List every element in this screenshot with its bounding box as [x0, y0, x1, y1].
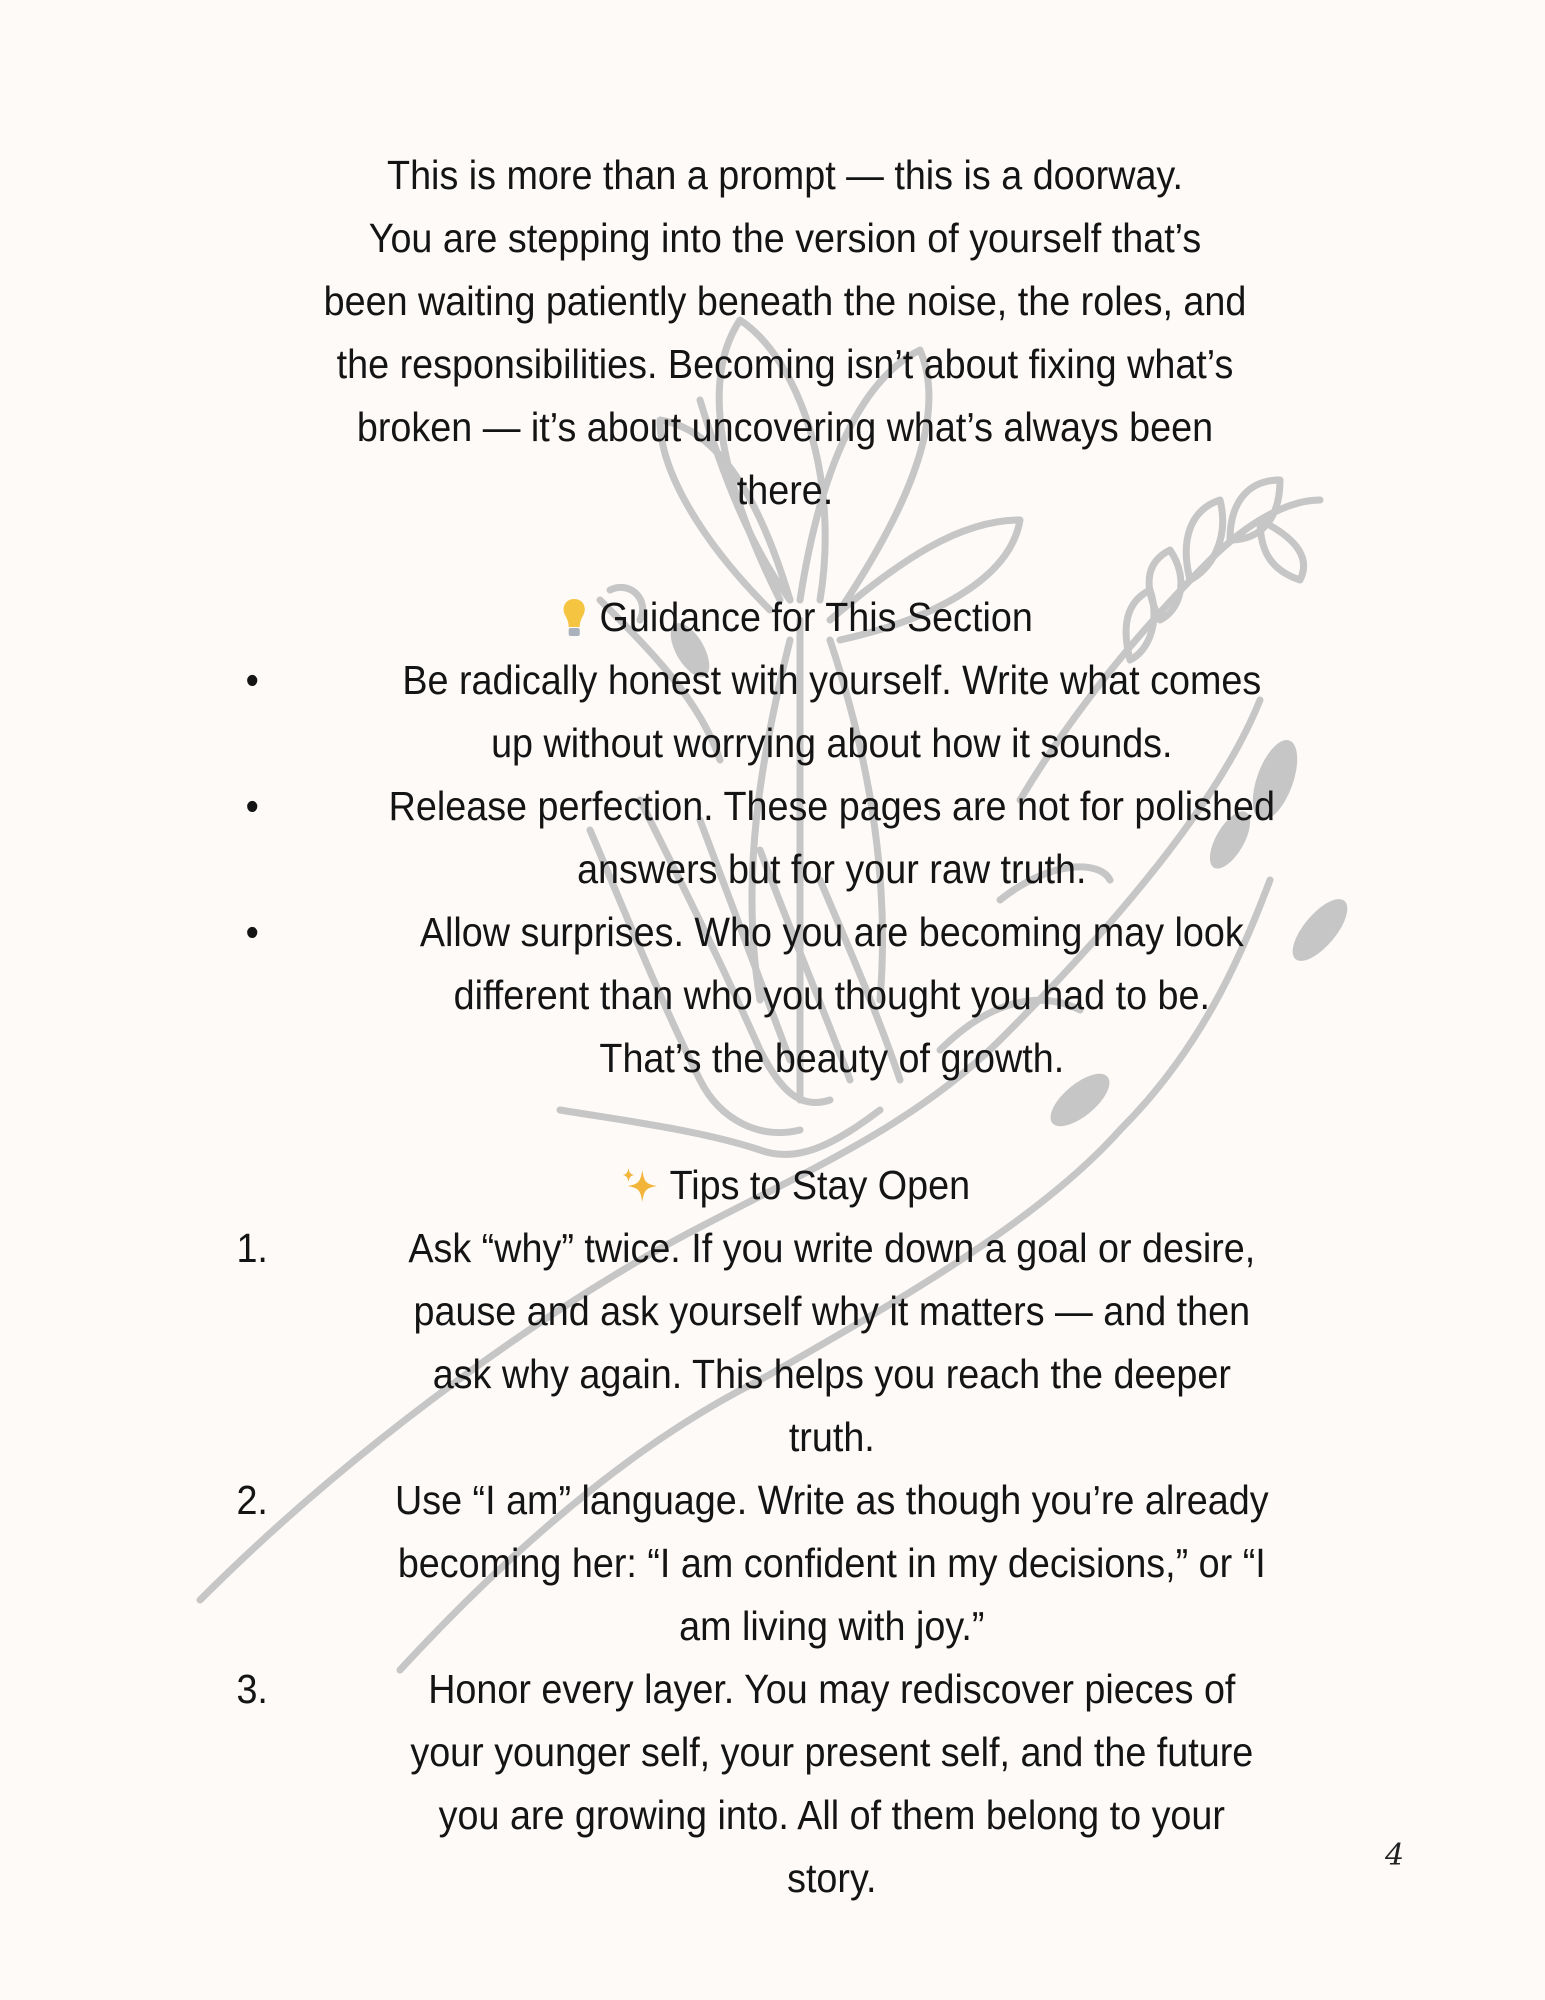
sparkles-icon [620, 1164, 660, 1208]
tips-heading [211, 1154, 1379, 1217]
guidance-item [211, 901, 1379, 1090]
number-marker: 1. [236, 1225, 268, 1271]
bullet-marker: • [245, 909, 259, 955]
tip-item [211, 1469, 1379, 1658]
item-line: answers but for your raw truth. [577, 846, 1087, 892]
bullet-marker: • [245, 657, 259, 703]
item-line: different than who you thought you had to be. [453, 972, 1210, 1018]
intro-line: broken — it’s about uncovering what’s always been [356, 404, 1214, 450]
item-line: Ask “why” twice. If you write down a goal or desire, [408, 1225, 1256, 1271]
tip-item [211, 1658, 1379, 1910]
tips-section [211, 1154, 1379, 1910]
lightbulb-icon [557, 596, 590, 640]
item-line: ask why again. This helps you reach the deeper [432, 1351, 1231, 1397]
intro-line: been waiting patiently beneath the noise, the roles, and [323, 278, 1247, 324]
page-number: 4 [1385, 1838, 1405, 1873]
item-line: you are growing into. All of them belong to your [438, 1792, 1225, 1838]
item-line: That’s the beauty of growth. [599, 1035, 1065, 1081]
intro-paragraph [201, 144, 1369, 522]
item-line: truth. [788, 1414, 875, 1460]
number-marker: 3. [236, 1666, 268, 1712]
item-line: becoming her: “I am confident in my decisions,” or “I [397, 1540, 1266, 1586]
number-marker: 2. [236, 1477, 268, 1523]
item-line: story. [787, 1855, 877, 1901]
intro-line: This is more than a prompt — this is a doorway. [387, 152, 1183, 198]
item-line: pause and ask yourself why it matters — and then [413, 1288, 1251, 1334]
guidance-item [211, 649, 1379, 775]
intro-line: there. [736, 467, 834, 513]
bullet-marker: • [245, 783, 259, 829]
guidance-section [211, 586, 1379, 1090]
tips-heading-text: Tips to Stay Open [669, 1162, 971, 1208]
intro-line: the responsibilities. Becoming isn’t about fixing what’s [336, 341, 1234, 387]
item-line: your younger self, your present self, and the future [410, 1729, 1254, 1775]
item-line: Release perfection. These pages are not for polished [388, 783, 1275, 829]
guidance-heading [211, 586, 1379, 649]
item-line: up without worrying about how it sounds. [491, 720, 1173, 766]
item-line: Be radically honest with yourself. Write what comes [402, 657, 1262, 703]
guidance-item [211, 775, 1379, 901]
tip-item [211, 1217, 1379, 1469]
guidance-heading-text: Guidance for This Section [599, 594, 1033, 640]
item-line: am living with joy.” [679, 1603, 985, 1649]
intro-line: You are stepping into the version of yourself that’s [368, 215, 1202, 261]
item-line: Honor every layer. You may rediscover pieces of [428, 1666, 1236, 1712]
item-line: Allow surprises. Who you are becoming may look [419, 909, 1244, 955]
item-line: Use “I am” language. Write as though you’re already [394, 1477, 1269, 1523]
